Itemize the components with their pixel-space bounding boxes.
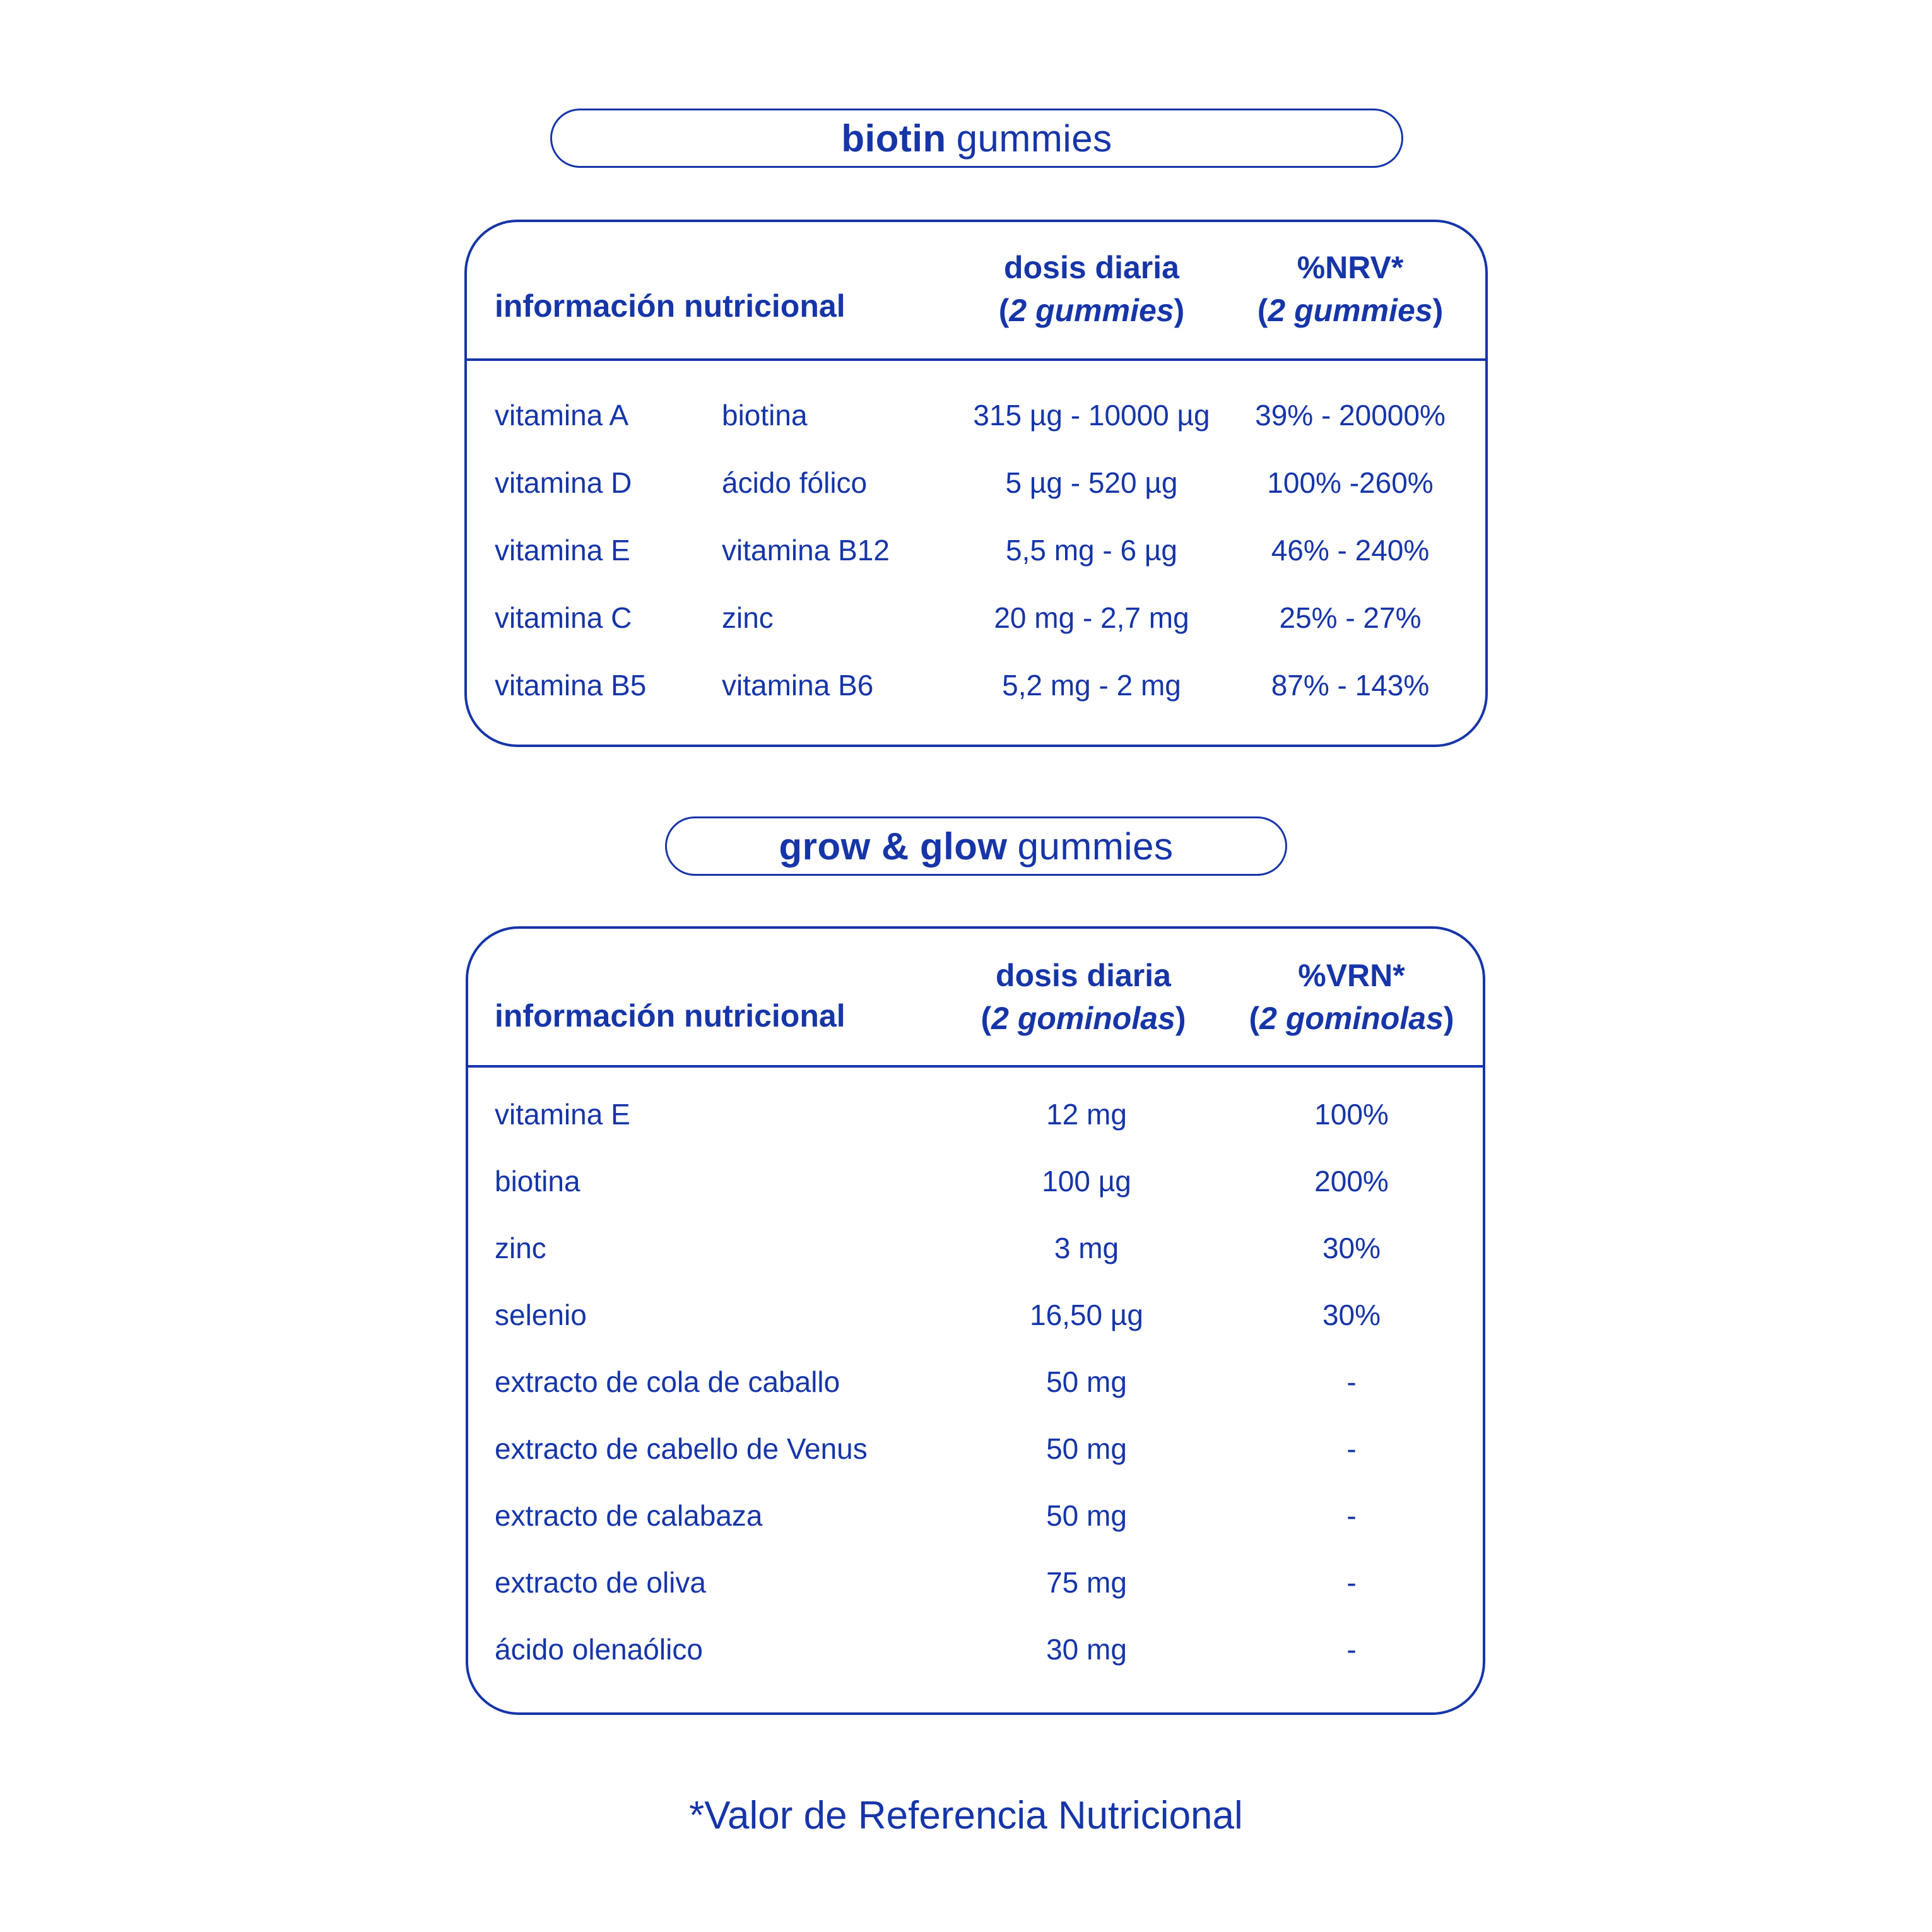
nutrient-name: extracto de calabaza: [495, 1499, 763, 1532]
nutrient-name: ácido olenaólico: [495, 1633, 703, 1666]
nutrient-name: extracto de cola de caballo: [495, 1365, 840, 1398]
nutrient-name: biotina: [722, 399, 808, 432]
nutrient-name: zinc: [495, 1232, 546, 1264]
daily-dose-value: 12 mg: [1046, 1098, 1127, 1131]
product-title-bold: biotin: [841, 117, 946, 160]
nutrient-name: vitamina D: [495, 466, 632, 499]
daily-dose-value: 50 mg: [1046, 1365, 1127, 1398]
daily-dose-value: 50 mg: [1046, 1499, 1127, 1532]
nutrient-name: vitamina B6: [722, 669, 874, 702]
nutrient-name: vitamina B5: [495, 669, 647, 702]
vrn-value: -: [1346, 1566, 1357, 1599]
header-dose-line2: (2 gominolas): [981, 1001, 1186, 1036]
daily-dose-value: 100 µg: [1042, 1165, 1131, 1198]
header-vrn-line1: %VRN*: [1298, 958, 1405, 993]
vrn-value: -: [1346, 1365, 1357, 1398]
daily-dose-value: 5 µg - 520 µg: [1005, 466, 1178, 499]
table-header: [468, 929, 1483, 1068]
vrn-value: -: [1346, 1633, 1357, 1666]
header-label: información nutricional: [495, 998, 845, 1034]
header-dose-line2: (2 gummies): [998, 293, 1185, 328]
header-dose-column: [959, 246, 1224, 332]
daily-dose-value: 3 mg: [1054, 1232, 1119, 1264]
nutrient-name: vitamina E: [495, 534, 630, 567]
nutrition-table-biotin: [464, 220, 1488, 747]
nutrient-name: vitamina C: [495, 601, 632, 634]
vrn-value: -: [1346, 1432, 1357, 1465]
nutrient-name: selenio: [495, 1299, 587, 1331]
header-dose-line1: dosis diaria: [996, 958, 1171, 993]
daily-dose-value: 315 µg - 10000 µg: [973, 399, 1210, 432]
header-dose-line1: dosis diaria: [1004, 250, 1179, 285]
daily-dose-value: 30 mg: [1046, 1633, 1127, 1666]
nutrient-name: ácido fólico: [722, 466, 868, 499]
product-title-light: gummies: [1017, 825, 1174, 868]
header-dose-column: [941, 954, 1225, 1040]
daily-dose-value: 75 mg: [1046, 1566, 1127, 1599]
vrn-value: -: [1346, 1499, 1357, 1532]
vrn-value: 30%: [1322, 1232, 1381, 1264]
daily-dose-value: 16,50 µg: [1030, 1299, 1143, 1331]
nutrient-name: extracto de oliva: [495, 1566, 706, 1599]
header-label: información nutricional: [495, 288, 845, 324]
daily-dose-value: 20 mg - 2,7 mg: [994, 601, 1189, 634]
vrn-value: 30%: [1322, 1299, 1381, 1331]
nutrient-name: vitamina B12: [722, 534, 890, 567]
nrv-value: 39% - 20000%: [1255, 399, 1446, 432]
product-title-biotin: [550, 109, 1403, 168]
daily-dose-value: 50 mg: [1046, 1432, 1127, 1465]
vrn-value: 100%: [1314, 1098, 1389, 1131]
nutrient-name: vitamina A: [495, 399, 629, 432]
nutrient-name: extracto de cabello de Venus: [495, 1432, 868, 1465]
daily-dose-value: 5,2 mg - 2 mg: [1002, 669, 1181, 702]
header-vrn-column: [1225, 954, 1478, 1040]
daily-dose-value: 5,5 mg - 6 µg: [1006, 534, 1177, 567]
vrn-value: 200%: [1314, 1165, 1389, 1198]
footnote: *Valor de Referencia Nutricional: [689, 1794, 1243, 1837]
nutrient-name: zinc: [722, 601, 774, 634]
nrv-value: 46% - 240%: [1271, 534, 1430, 567]
nrv-value: 87% - 143%: [1271, 669, 1430, 702]
nutrient-name: biotina: [495, 1165, 580, 1198]
header-nrv-line1: %NRV*: [1297, 250, 1404, 285]
header-nrv-column: [1224, 246, 1476, 332]
header-vrn-line2: (2 gominolas): [1249, 1001, 1454, 1036]
product-title-bold: grow & glow: [779, 825, 1008, 868]
product-title-grow-glow: [665, 816, 1287, 876]
product-title-light: gummies: [956, 117, 1112, 160]
header-nrv-line2: (2 gummies): [1257, 293, 1444, 328]
nutrition-table-grow-glow: [466, 926, 1485, 1715]
nrv-value: 100% -260%: [1267, 466, 1434, 499]
table-header: [467, 222, 1485, 361]
nrv-value: 25% - 27%: [1279, 601, 1422, 634]
nutrient-name: vitamina E: [495, 1098, 630, 1131]
